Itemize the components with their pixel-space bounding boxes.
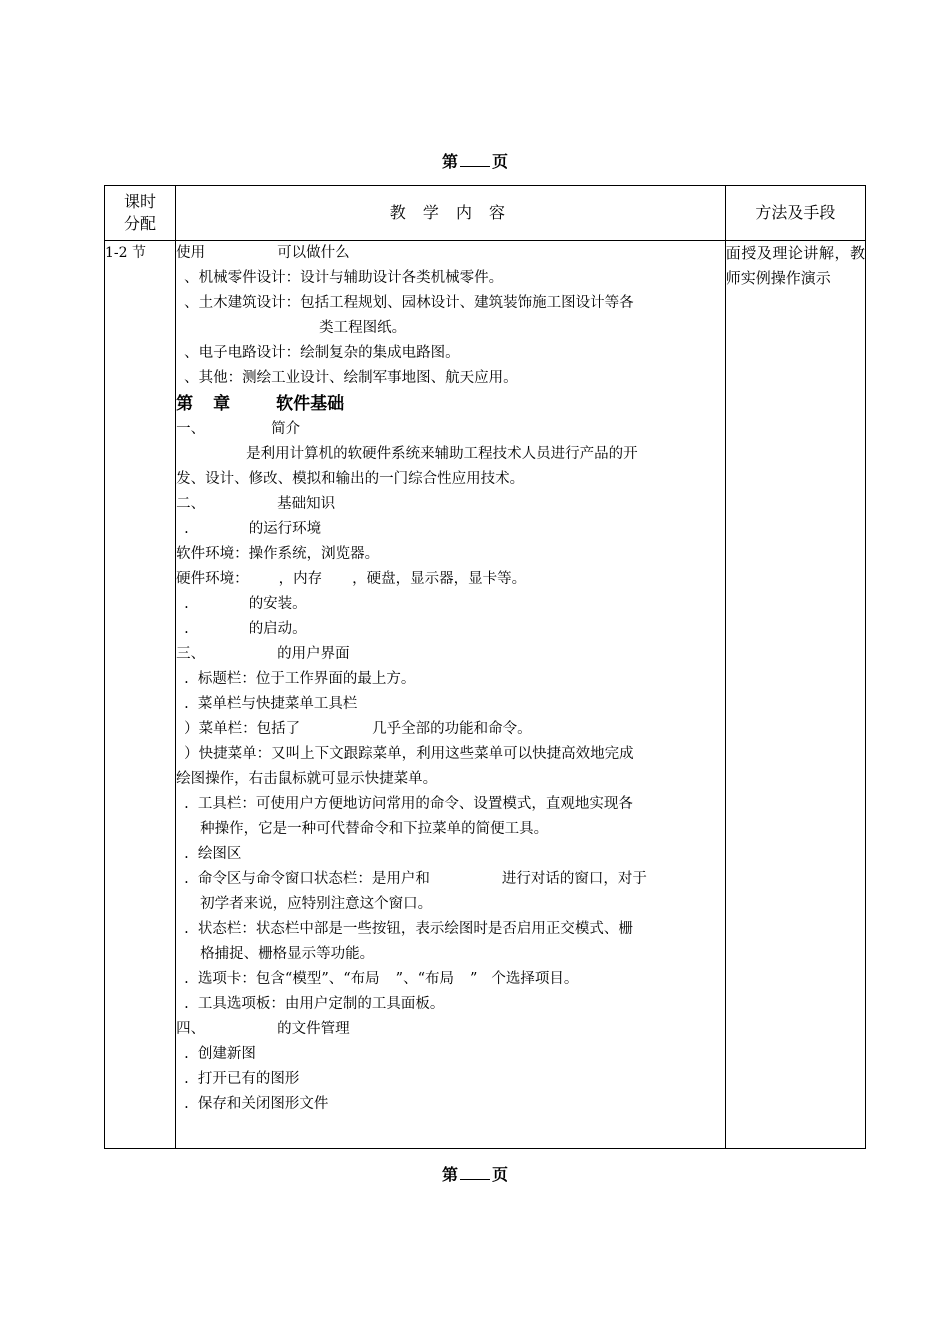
page-number-blank [460,1165,490,1180]
use-item-continuation: 类工程图纸。 [319,320,407,336]
list-item: . 状态栏：状态栏中部是一些按钮，表示绘图时是否启用正交模式、栅 [184,921,633,937]
list-item: . 菜单栏与快捷菜单工具栏 [184,696,358,712]
section-heading: 二、 基础知识 [176,496,336,512]
content-column-header: 教 学 内 容 [176,186,726,241]
sub-item-continuation: 绘图操作，右击鼠标就可显示快捷菜单。 [176,771,438,787]
software-env: 软件环境：操作系统，浏览器。 [176,546,380,562]
page-number-header [0,149,950,172]
list-item: . 标题栏：位于工作界面的最上方。 [184,671,416,687]
list-item: . 工具栏：可使用户方便地访问常用的命令、设置模式，直观地实现各 [184,796,633,812]
method-text: 面授及理论讲解，教师实例操作演示 [725,244,865,287]
page-prefix: 第 [441,152,458,171]
use-item: 、土木建筑设计：包括工程规划、园林设计、建筑装饰施工图设计等各 [184,295,634,311]
method-cell [725,241,865,1149]
chapter-heading: 第 章 软件基础 [176,394,345,414]
list-item: . 绘图区 [184,846,242,862]
section-heading: 一、 简介 [176,421,301,437]
list-item: . 选项卡：包含“模型”、“布局 ”、“布局 ” 个选择项目。 [184,971,579,987]
list-item: . 的启动。 [184,621,307,637]
list-item-continuation: 初学者来说，应特别注意这个窗口。 [200,896,433,912]
page-prefix: 第 [441,1165,458,1184]
page-number-blank [460,152,490,167]
table-body-row [105,241,866,1149]
section-heading: 三、 的用户界面 [176,646,350,662]
list-item: . 的安装。 [184,596,307,612]
list-item: . 工具选项板：由用户定制的工具面板。 [184,996,445,1012]
use-item: 、其他：测绘工业设计、绘制军事地图、航天应用。 [184,370,518,386]
sub-item: ）菜单栏：包括了 几乎全部的功能和命令。 [184,721,532,737]
table-header-row [105,186,866,241]
list-item: . 命令区与命令窗口状态栏：是用户和 进行对话的窗口，对于 [184,871,647,887]
page-number-footer [0,1162,950,1185]
list-item: . 的运行环境 [184,521,322,537]
hardware-env: 硬件环境： ，内存 ，硬盘，显示器，显卡等。 [176,571,527,587]
method-column-header: 方法及手段 [725,186,865,241]
lesson-plan-table [104,185,866,1149]
content-cell [176,241,726,1149]
page-suffix: 页 [492,1165,509,1184]
use-item: 、机械零件设计：设计与辅助设计各类机械零件。 [184,270,504,286]
section-paragraph: 发、设计、修改、模拟和输出的一门综合性应用技术。 [176,471,525,487]
hours-cell: 1-2 节 [105,241,176,1149]
intro-line: 使用 可以做什么 [176,245,350,261]
list-item: . 保存和关闭图形文件 [184,1096,329,1112]
list-item: . 打开已有的图形 [184,1071,300,1087]
use-item: 、电子电路设计：绘制复杂的集成电路图。 [184,345,460,361]
sub-item: ）快捷菜单：又叫上下文跟踪菜单，利用这些菜单可以快捷高效地完成 [184,746,634,762]
section-paragraph: 是利用计算机的软硬件系统来辅助工程技术人员进行产品的开 [246,446,638,462]
list-item: . 创建新图 [184,1046,256,1062]
hours-column-header: 课时分配 [105,186,176,241]
list-item-continuation: 格捕捉、栅格显示等功能。 [200,946,375,962]
page-suffix: 页 [492,152,509,171]
list-item-continuation: 种操作，它是一种可代替命令和下拉菜单的简便工具。 [200,821,549,837]
section-heading: 四、 的文件管理 [176,1021,350,1037]
